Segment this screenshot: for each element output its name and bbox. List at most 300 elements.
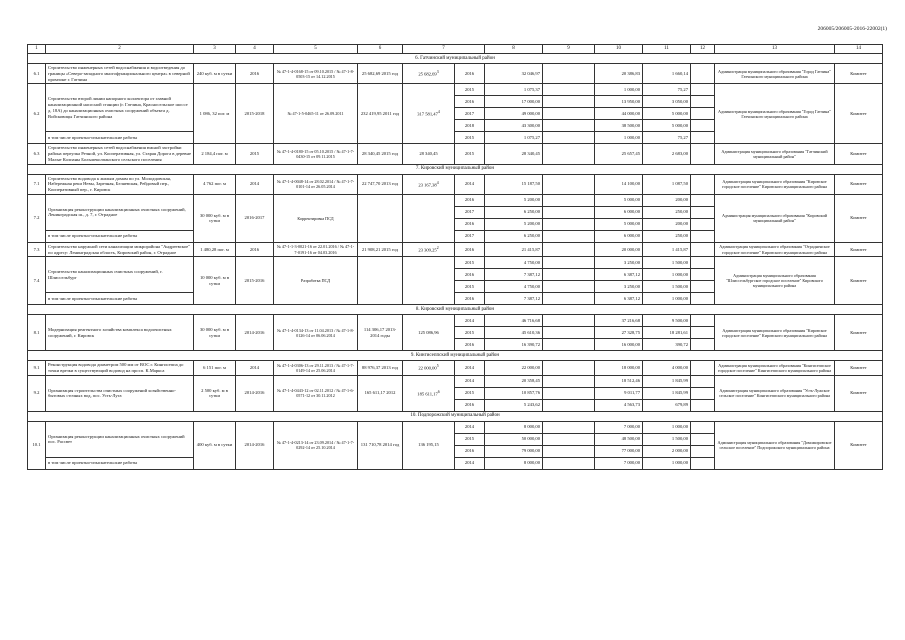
responsible: Комитет — [835, 421, 883, 469]
other-amount — [691, 421, 715, 433]
section-title: 9. Кингисеппский муниципальный район — [28, 351, 883, 361]
estimate-cost: 232 419,95 2011 год — [358, 84, 403, 144]
expertise-docs: № 47-1-4-0306-13 от 29.11.2013 / № 47-1-7-0149-14 от 25.06.2014 — [274, 361, 358, 375]
year: 2014 — [455, 375, 485, 387]
capacity: 4 762 пог. м — [194, 174, 236, 194]
capacity: 10 000 куб. м в сутки — [194, 257, 236, 305]
federal-amount — [543, 257, 595, 269]
federal-amount — [543, 433, 595, 445]
regional-amount: 44 000,00 — [595, 108, 643, 120]
period: 2014 — [236, 361, 274, 375]
total-cost — [403, 257, 455, 305]
expertise-docs: № 47-1-1-3-0021-16 от 22.01.2016 / № 47-1-7-0191-16 от 04.03.2016 — [274, 242, 358, 256]
year: 2015 — [455, 84, 485, 96]
table-row — [28, 174, 883, 194]
table-row — [28, 194, 883, 206]
subtotal-note: в том числе проектно-изыскательские работы — [46, 457, 194, 469]
year: 2016 — [455, 339, 485, 351]
estimate-cost — [358, 194, 403, 242]
federal-amount — [543, 293, 595, 305]
object-name: Строительство канализационных очистных сооружений, г. Шлиссельбург — [46, 257, 194, 293]
total-cost — [403, 361, 455, 375]
total-amount: 45 610,36 — [485, 327, 543, 339]
other-amount — [691, 281, 715, 293]
local-amount: 1 500,00 — [643, 433, 691, 445]
regional-amount: 14 100,00 — [595, 174, 643, 194]
capacity: 2 184,4 пог. м — [194, 144, 236, 164]
period: 2015-2016 — [236, 257, 274, 305]
expertise-docs: № 47-1-4-0168-15 от 09.10.2015 / № 47-1-8-0503-15 от 14.12.2015 — [274, 64, 358, 84]
local-amount: 1 000,00 — [643, 457, 691, 469]
total-amount: 15 187,50 — [485, 174, 543, 194]
total-cost — [403, 242, 455, 256]
capacity: 1 480,28 пог. м — [194, 242, 236, 256]
period: 2015-2018 — [236, 84, 274, 144]
other-amount — [691, 84, 715, 96]
total-amount: 10 857,76 — [485, 387, 543, 399]
total-amount: 50 000,00 — [485, 433, 543, 445]
year: 2015 — [455, 387, 485, 399]
period: 2015 — [236, 144, 274, 164]
estimate-cost: 165 611,17 2012 — [358, 375, 403, 411]
regional-amount: 9 011,77 — [595, 387, 643, 399]
year: 2016 — [455, 445, 485, 457]
footnote-mark: 2 — [436, 245, 439, 250]
header-cell: 7 — [403, 45, 485, 54]
header-cell: 1 — [28, 45, 46, 54]
other-amount — [691, 144, 715, 164]
footnote-mark: 4 — [436, 180, 439, 185]
row-number: 7.1 — [28, 174, 46, 194]
total-amount: 28 340,45 — [485, 144, 543, 164]
header-cell: 11 — [643, 45, 691, 54]
table-row — [28, 144, 883, 164]
regional-amount: 3 250,00 — [595, 257, 643, 269]
year: 2016 — [455, 218, 485, 230]
total-cost — [403, 315, 455, 351]
federal-amount — [543, 399, 595, 411]
object-name: Строительство наружной сети канализации микрорайона "Андреевское" по адресу: Ленинградская область, Кировский район, г. Отрадное — [46, 242, 194, 256]
expertise-docs: № 47-1-4-0213-14 от 23.09.2014 / № 47-1-7-0292-14 от 25.10.2014 — [274, 421, 358, 469]
local-amount: 1 415,87 — [643, 242, 691, 256]
other-amount — [691, 361, 715, 375]
total-value: 125 086,96 — [418, 329, 439, 335]
total-value: 317 581,47 — [417, 111, 438, 117]
other-amount — [691, 387, 715, 399]
responsible: Комитет — [835, 194, 883, 242]
federal-amount — [543, 108, 595, 120]
header-cell: 2 — [46, 45, 194, 54]
period: 2016 — [236, 64, 274, 84]
other-amount — [691, 375, 715, 387]
year: 2016 — [455, 399, 485, 411]
other-amount — [691, 108, 715, 120]
regional-amount: 5 000,00 — [595, 218, 643, 230]
table-row — [28, 257, 883, 269]
total-amount: 5 200,00 — [485, 194, 543, 206]
federal-amount — [543, 144, 595, 164]
year: 2015 — [455, 433, 485, 445]
regional-amount: 1 000,00 — [595, 84, 643, 96]
year: 2014 — [455, 457, 485, 469]
customer: Администрация муниципального образования "Город Гатчина" Гатчинского муниципального района — [715, 64, 835, 84]
footnote-mark: 3 — [436, 70, 439, 75]
regional-amount: 3 250,00 — [595, 281, 643, 293]
total-amount: 6 250,00 — [485, 230, 543, 242]
expertise-docs: № 47-1-4-0134-13 от 11.04.2013 / № 47-1-8-0126-14 от 06.06.2014 — [274, 315, 358, 351]
expertise-docs: № 47-1-4-0443-12 от 02.11.2012 / № 47-1-6-0571-12 от 30.11.2012 — [274, 375, 358, 411]
header-cell: 14 — [835, 45, 883, 54]
table-row — [28, 361, 883, 375]
federal-amount — [543, 375, 595, 387]
federal-amount — [543, 269, 595, 281]
total-cost — [403, 375, 455, 411]
other-amount — [691, 242, 715, 256]
section-row — [28, 305, 883, 315]
header-row — [28, 45, 883, 54]
other-amount — [691, 230, 715, 242]
row-number: 6.3 — [28, 144, 46, 164]
responsible: Комитет — [835, 361, 883, 375]
section-row — [28, 54, 883, 64]
total-amount: 8 000,00 — [485, 421, 543, 433]
table-row — [28, 375, 883, 387]
year: 2014 — [455, 361, 485, 375]
local-amount: 1 660,14 — [643, 64, 691, 84]
local-amount: 1 845,99 — [643, 375, 691, 387]
federal-amount — [543, 120, 595, 132]
row-number: 8.1 — [28, 315, 46, 351]
total-amount: 79 000,00 — [485, 445, 543, 457]
subtotal-note: в том числе проектно-изыскательские работы — [46, 132, 194, 144]
responsible: Комитет — [835, 64, 883, 84]
local-amount: 1 500,00 — [643, 281, 691, 293]
total-amount: 17 000,00 — [485, 96, 543, 108]
local-amount: 200,00 — [643, 194, 691, 206]
year: 2014 — [455, 421, 485, 433]
customer: Администрация муниципального образования "Кингисеппское городское поселение" Кингисеппского муниципального района — [715, 361, 835, 375]
object-name: Модернизация реагентного хозяйства комплекса водоочистных сооружений, г. Кировск — [46, 315, 194, 351]
year: 2017 — [455, 230, 485, 242]
expertise-docs: Корректировка ПСД — [274, 194, 358, 242]
other-amount — [691, 327, 715, 339]
object-name: Организация строительства очистных сооружений хозяйственно-бытовых сточных вод, пос. Усть-Луга — [46, 375, 194, 411]
federal-amount — [543, 242, 595, 256]
total-amount: 1 075,37 — [485, 84, 543, 96]
regional-amount: 6 387,12 — [595, 269, 643, 281]
other-amount — [691, 174, 715, 194]
customer: Администрация муниципального образования "Кировское городское поселение" Кировского муниципального района — [715, 315, 835, 351]
customer: Администрация муниципального образования "Усть-Лужское сельское поселение" Кингисеппского муниципального района — [715, 375, 835, 411]
responsible: Комитет — [835, 375, 883, 411]
federal-amount — [543, 194, 595, 206]
total-amount: 1 075,27 — [485, 132, 543, 144]
total-amount: 49 000,00 — [485, 108, 543, 120]
local-amount: 2 683,00 — [643, 144, 691, 164]
customer: Администрация муниципального образования "Шлиссельбургское городское поселение" Кировского муниципального района — [715, 257, 835, 305]
regional-amount: 25 657,45 — [595, 144, 643, 164]
local-amount: 1 500,00 — [643, 257, 691, 269]
regional-amount: 18 512,46 — [595, 375, 643, 387]
footnote-mark: 6 — [437, 389, 440, 394]
estimate-cost: 22 747,70 2013 год — [358, 174, 403, 194]
row-number: 6.1 — [28, 64, 46, 84]
capacity: 30 000 куб. м в сутки — [194, 194, 236, 242]
expertise-docs: Разработка ПСД — [274, 257, 358, 305]
other-amount — [691, 120, 715, 132]
total-cost — [403, 174, 455, 194]
federal-amount — [543, 457, 595, 469]
header-cell: 4 — [236, 45, 274, 54]
subtotal-note: в том числе проектно-изыскательские работы — [46, 230, 194, 242]
other-amount — [691, 257, 715, 269]
section-title: 8. Кировский муниципальный район — [28, 305, 883, 315]
federal-amount — [543, 281, 595, 293]
header-cell: 13 — [715, 45, 835, 54]
responsible: Комитет — [835, 242, 883, 256]
local-amount: 18 281,61 — [643, 327, 691, 339]
customer: Администрация муниципального образования "Кировское городское поселение" Кировского муниципального района — [715, 174, 835, 194]
federal-amount — [543, 64, 595, 84]
local-amount: 9 500,00 — [643, 315, 691, 327]
total-cost — [403, 421, 455, 469]
capacity: 6 151 пог. м — [194, 361, 236, 375]
object-name: Строительство инженерных сетей водоснабжения и водоотведения до границы «Северо-западного многофункционального центра» в северной промзоне г. Гатчина — [46, 64, 194, 84]
year: 2016 — [455, 96, 485, 108]
total-cost — [403, 64, 455, 84]
other-amount — [691, 269, 715, 281]
subtotal-note: в том числе проектно-изыскательские работы — [46, 293, 194, 305]
local-amount: 75,27 — [643, 132, 691, 144]
object-name: Реконструкция водовода диаметром 500 мм от ВОС г. Кингисеппа до точки врезки в существующий водовод на просп. К.Маркса — [46, 361, 194, 375]
year: 2017 — [455, 108, 485, 120]
header-cell: 10 — [595, 45, 643, 54]
capacity: 400 куб. м в сутки — [194, 421, 236, 469]
footnote-mark: 5 — [436, 364, 439, 369]
year: 2018 — [455, 120, 485, 132]
section-title: 7. Кировский муниципальный район — [28, 164, 883, 174]
section-row — [28, 164, 883, 174]
year: 2015 — [455, 281, 485, 293]
year: 2016 — [455, 269, 485, 281]
year: 2015 — [455, 144, 485, 164]
total-amount: 5 243,62 — [485, 399, 543, 411]
total-amount: 22 000,00 — [485, 361, 543, 375]
row-number: 10.1 — [28, 421, 46, 469]
total-cost — [403, 194, 455, 242]
local-amount: 679,89 — [643, 399, 691, 411]
federal-amount — [543, 445, 595, 457]
expertise-docs: № 47-1-4-0180-15 от 05.10.2015 / № 47-1-7-0430-15 от 09.11.2015 — [274, 144, 358, 164]
local-amount: 1 000,00 — [643, 269, 691, 281]
capacity: 30 000 куб. м в сутки — [194, 315, 236, 351]
total-cost — [403, 84, 455, 144]
responsible: Комитет — [835, 84, 883, 144]
section-row — [28, 411, 883, 421]
expertise-docs: № 47-1-5-0465-11 от 26.09.2011 — [274, 84, 358, 144]
row-number: 6.2 — [28, 84, 46, 144]
regional-amount: 20 000,00 — [595, 242, 643, 256]
section-title: 10. Подпорожский муниципальный район — [28, 411, 883, 421]
local-amount: 1 000,00 — [643, 421, 691, 433]
regional-amount: 37 216,68 — [595, 315, 643, 327]
other-amount — [691, 445, 715, 457]
regional-amount: 7 000,00 — [595, 421, 643, 433]
row-number: 9.2 — [28, 375, 46, 411]
total-value: 185 611,17 — [417, 391, 438, 397]
year: 2016 — [455, 194, 485, 206]
regional-amount: 6 000,00 — [595, 206, 643, 218]
period: 2016 — [236, 242, 274, 256]
document-id: 206005/206005-2016-22002(1) — [817, 26, 887, 32]
other-amount — [691, 64, 715, 84]
program-table — [27, 44, 883, 470]
total-value: 23 167,38 — [418, 182, 437, 188]
total-amount: 7 387,12 — [485, 293, 543, 305]
total-amount: 6 250,00 — [485, 206, 543, 218]
other-amount — [691, 339, 715, 351]
federal-amount — [543, 327, 595, 339]
total-value: 28 340,45 — [419, 151, 438, 157]
customer: Администрация муниципального образования "Город Гатчина" Гатчинского муниципального района — [715, 84, 835, 144]
table-row — [28, 84, 883, 96]
other-amount — [691, 293, 715, 305]
year: 2017 — [455, 206, 485, 218]
federal-amount — [543, 84, 595, 96]
regional-amount: 27 328,75 — [595, 327, 643, 339]
federal-amount — [543, 206, 595, 218]
regional-amount: 1 000,00 — [595, 132, 643, 144]
table-row — [28, 64, 883, 84]
responsible: Комитет — [835, 144, 883, 164]
estimate-cost: 114 306,17 2013-2014 годы — [358, 315, 403, 351]
regional-amount: 6 387,12 — [595, 293, 643, 305]
federal-amount — [543, 132, 595, 144]
object-name: Организация реконструкции канализационных очистных сооружений, Ленинградская ш., д. 7, г. Отрадное — [46, 194, 194, 230]
header-cell: 8 — [485, 45, 543, 54]
federal-amount — [543, 421, 595, 433]
other-amount — [691, 132, 715, 144]
object-name: Строительство водовода к жилым домам по ул. Молодцовская, Набережная реки Невы, Заречная, Беляевская, Рейдовый пер., Кооперативный пер., г. Кировск — [46, 174, 194, 194]
period: 2016-2017 — [236, 194, 274, 242]
table-row — [28, 242, 883, 256]
local-amount: 75,27 — [643, 84, 691, 96]
regional-amount: 48 500,00 — [595, 433, 643, 445]
customer: Администрация муниципального образования "Гатчинский муниципальный район" — [715, 144, 835, 164]
responsible: Комитет — [835, 315, 883, 351]
local-amount: 1 000,00 — [643, 293, 691, 305]
local-amount: 390,72 — [643, 339, 691, 351]
period: 2014-2016 — [236, 315, 274, 351]
year: 2015 — [455, 327, 485, 339]
other-amount — [691, 433, 715, 445]
federal-amount — [543, 387, 595, 399]
header-cell: 5 — [274, 45, 358, 54]
regional-amount: 6 000,00 — [595, 230, 643, 242]
federal-amount — [543, 339, 595, 351]
responsible: Комитет — [835, 257, 883, 305]
regional-amount: 13 950,00 — [595, 96, 643, 108]
local-amount: 5 000,00 — [643, 108, 691, 120]
total-amount: 4 750,00 — [485, 257, 543, 269]
header-cell: 12 — [691, 45, 715, 54]
row-number: 9.1 — [28, 361, 46, 375]
total-amount: 4 750,00 — [485, 281, 543, 293]
other-amount — [691, 96, 715, 108]
estimate-cost — [358, 257, 403, 305]
total-amount: 46 716,68 — [485, 315, 543, 327]
federal-amount — [543, 218, 595, 230]
row-number: 7.3 — [28, 242, 46, 256]
header-cell: 3 — [194, 45, 236, 54]
total-value: 23 309,25 — [418, 247, 437, 253]
local-amount: 4 000,00 — [643, 361, 691, 375]
expertise-docs: № 47-1-4-0048-14 от 28.02.2014 / № 47-1-7-0101-14 от 26.05.2014 — [274, 174, 358, 194]
local-amount: 250,00 — [643, 230, 691, 242]
header-cell: 9 — [543, 45, 595, 54]
section-title: 6. Гатчинский муниципальный район — [28, 54, 883, 64]
total-amount: 5 200,00 — [485, 218, 543, 230]
year: 2014 — [455, 174, 485, 194]
total-value: 25 682,69 — [418, 71, 437, 77]
regional-amount: 4 563,73 — [595, 399, 643, 411]
federal-amount — [543, 315, 595, 327]
regional-amount: 38 500,00 — [595, 120, 643, 132]
total-amount: 7 387,12 — [485, 269, 543, 281]
estimate-cost: 131 710,78 2014 год — [358, 421, 403, 469]
capacity: 240 куб. м в сутки — [194, 64, 236, 84]
table-row — [28, 421, 883, 433]
federal-amount — [543, 96, 595, 108]
period: 2014 — [236, 174, 274, 194]
other-amount — [691, 194, 715, 206]
year: 2016 — [455, 293, 485, 305]
estimate-cost: 21 908,21 2015 год — [358, 242, 403, 256]
local-amount: 5 000,00 — [643, 120, 691, 132]
section-row — [28, 351, 883, 361]
local-amount: 250,00 — [643, 206, 691, 218]
footnote-mark: 4 — [437, 110, 440, 115]
local-amount: 3 050,00 — [643, 96, 691, 108]
object-name: Строительство второй линии напорного коллектора от главной канализационной насосной станции (г. Гатчина, Красносельское шоссе д. 18А) до канализационных очистных сооружений объекта д. Войсковицы Гатчинского района — [46, 84, 194, 132]
total-value: 136 195,15 — [418, 442, 439, 448]
total-amount: 43 300,00 — [485, 120, 543, 132]
federal-amount — [543, 174, 595, 194]
estimate-cost: 28 340,45 2015 год — [358, 144, 403, 164]
other-amount — [691, 399, 715, 411]
regional-amount: 18 000,00 — [595, 361, 643, 375]
regional-amount: 7 000,00 — [595, 457, 643, 469]
other-amount — [691, 206, 715, 218]
capacity: 2 500 куб. м в сутки — [194, 375, 236, 411]
capacity: 1 086, 32 пог. м — [194, 84, 236, 144]
row-number: 7.4 — [28, 257, 46, 305]
regional-amount: 20 386,83 — [595, 64, 643, 84]
year: 2014 — [455, 315, 485, 327]
year: 2016 — [455, 242, 485, 256]
total-cost — [403, 144, 455, 164]
federal-amount — [543, 230, 595, 242]
federal-amount — [543, 361, 595, 375]
total-amount: 32 046,97 — [485, 64, 543, 84]
period: 2014-2016 — [236, 375, 274, 411]
year: 2015 — [455, 132, 485, 144]
total-amount: 21 415,87 — [485, 242, 543, 256]
row-number: 7.2 — [28, 194, 46, 242]
other-amount — [691, 457, 715, 469]
object-name: Строительство инженерных сетей водоснабжения южной застройки района переулка Речной, ул. Кооперативная, ул. Старая Дорога в деревне Малые Колпаны Большеколпанского сельского поселения — [46, 144, 194, 164]
customer: Администрация муниципального образования "Доможировское сельское поселение" Подпорожского муниципального района — [715, 421, 835, 469]
